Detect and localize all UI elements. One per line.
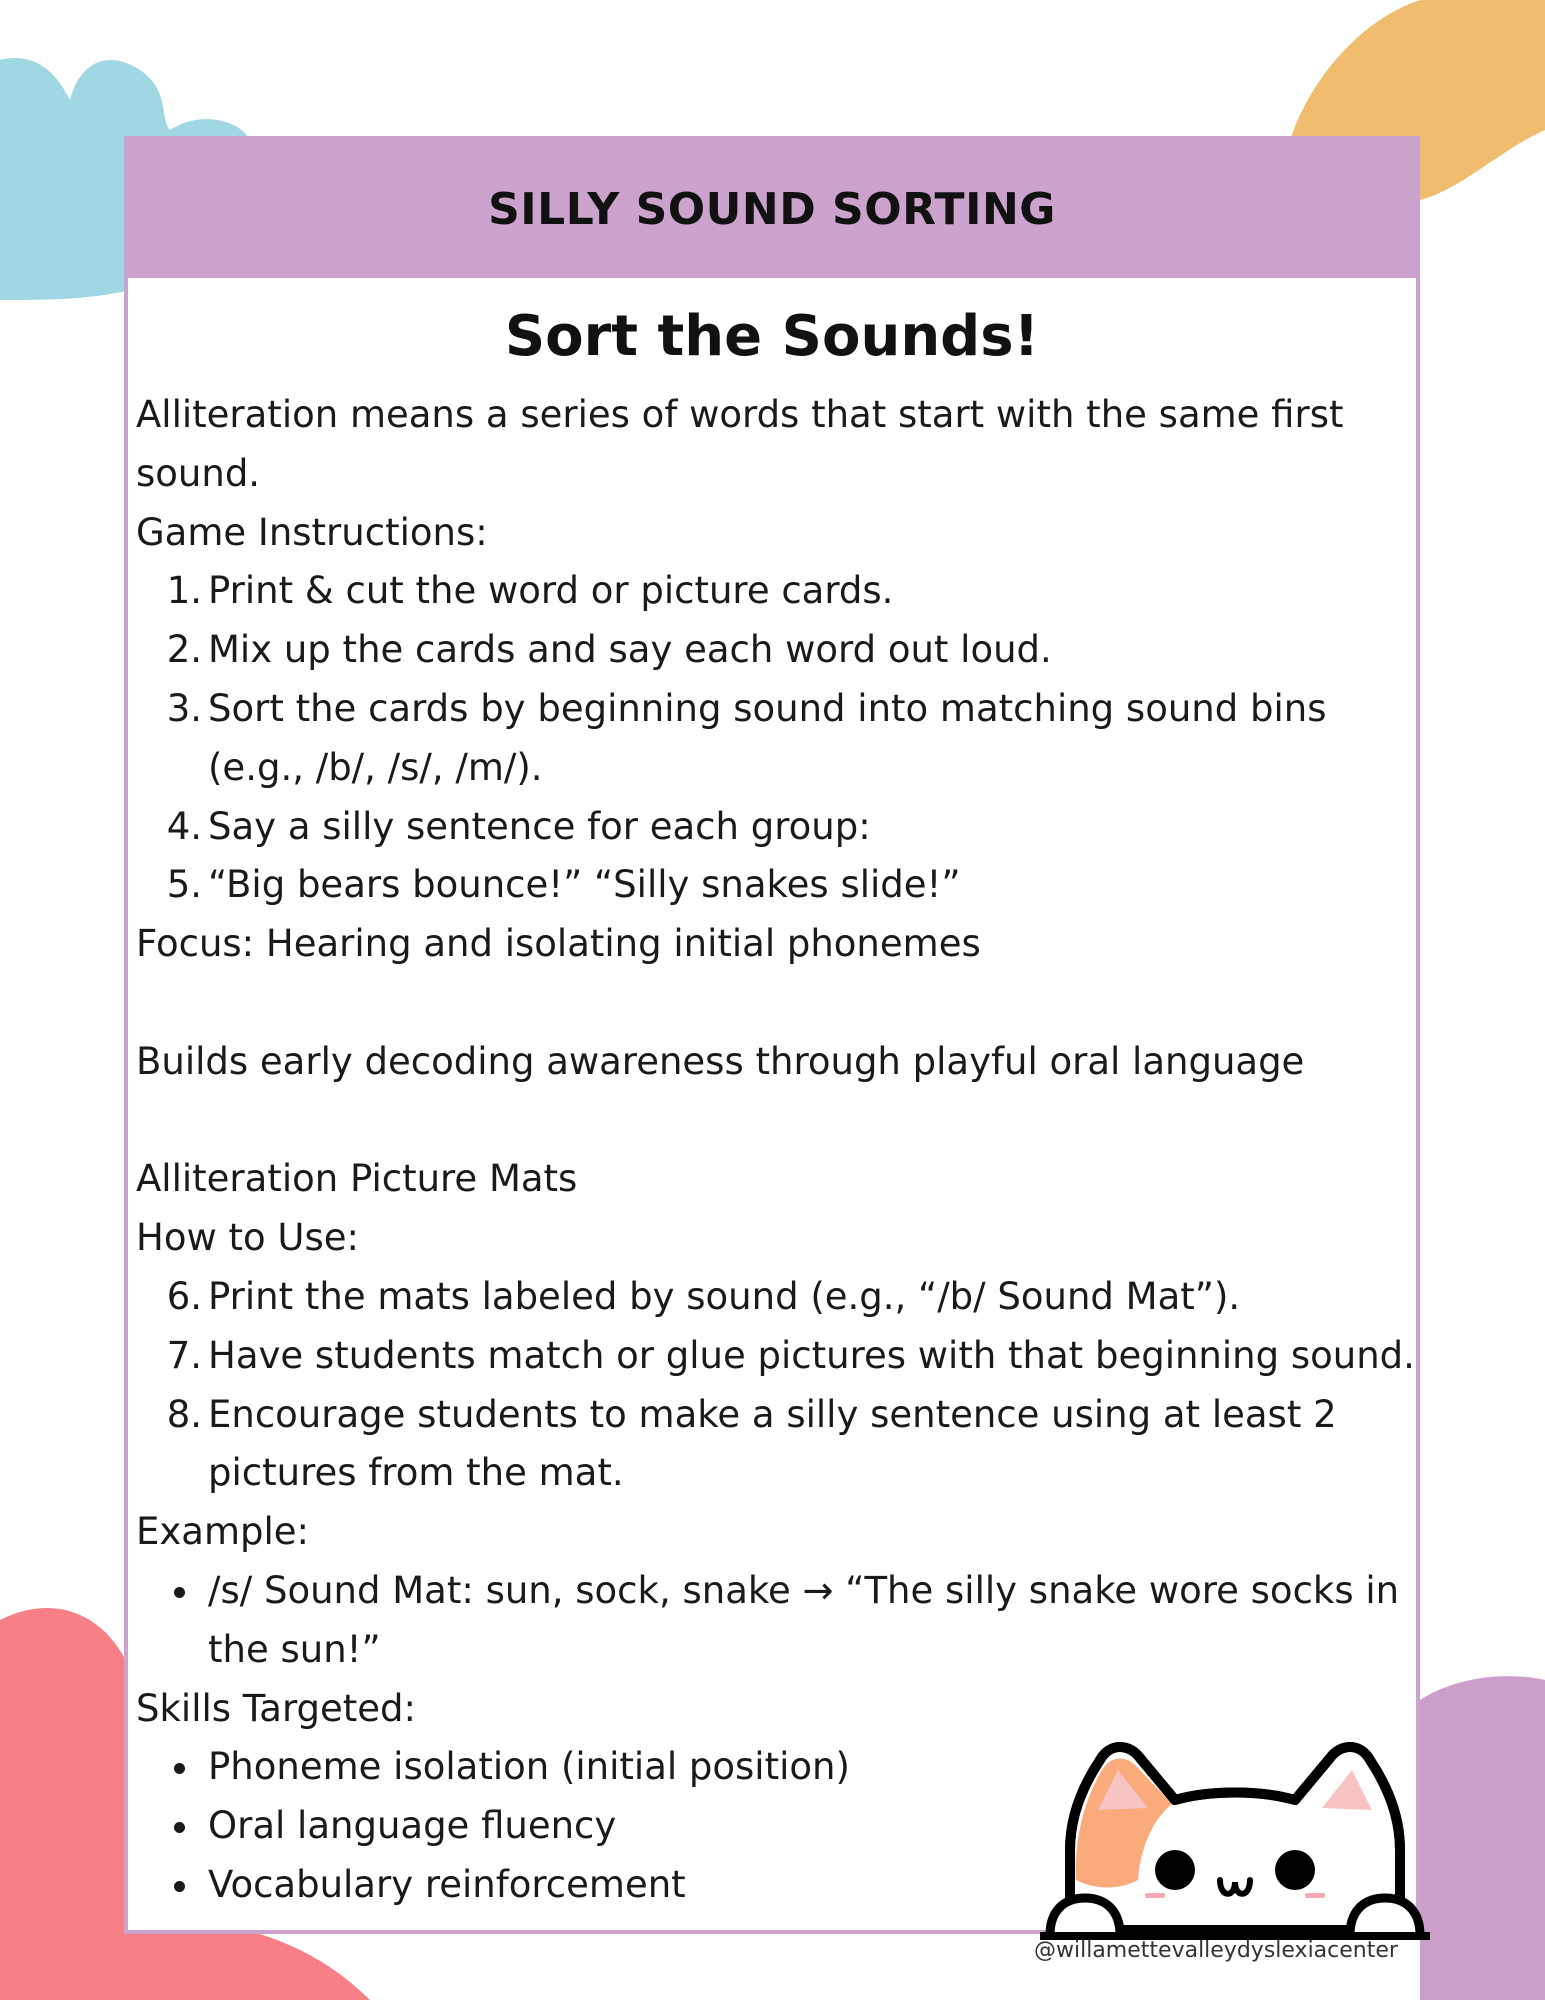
step-text: Mix up the cards and say each word out loud. (208, 628, 1052, 672)
card-header (128, 140, 1416, 278)
cat-mascot-icon (1040, 1730, 1430, 1940)
mats-heading: Alliteration Picture Mats (136, 1157, 578, 1201)
step-number: 5. (166, 863, 202, 907)
step-number: 3. (166, 686, 202, 730)
page-title: SILLY SOUND SORTING (488, 183, 1056, 235)
step-number: 6. (166, 1274, 202, 1318)
list-item (136, 1327, 1426, 1386)
card-content (136, 386, 1426, 1915)
step-text: Print & cut the word or picture cards. (208, 569, 894, 613)
instruction-card (124, 136, 1420, 1934)
step-number: 7. (166, 1333, 202, 1377)
step-text: Sort the cards by beginning sound into matching sound bins (e.g., /b/, /s/, /m/). (208, 686, 1327, 789)
bullet-icon (174, 1763, 185, 1774)
skill-text: Phoneme isolation (initial position) (208, 1745, 850, 1789)
focus-text: Focus: Hearing and isolating initial phonemes (136, 922, 981, 966)
list-item (136, 680, 1426, 798)
skill-text: Vocabulary reinforcement (208, 1862, 686, 1906)
step-text: Have students match or glue pictures with that beginning sound. (208, 1333, 1415, 1377)
list-item (136, 562, 1426, 621)
skill-text: Oral language fluency (208, 1804, 617, 1848)
subtitle: Sort the Sounds! (504, 304, 1040, 369)
bullet-icon (174, 1822, 185, 1833)
step-text: “Big bears bounce!” “Silly snakes slide!” (208, 863, 961, 907)
how-to-use-list (136, 1268, 1426, 1503)
list-item (136, 1386, 1426, 1504)
step-text: Say a silly sentence for each group: (208, 804, 871, 848)
builds-text: Builds early decoding awareness through playful oral language (136, 1039, 1305, 1083)
step-number: 4. (166, 804, 202, 848)
bullet-icon (174, 1881, 185, 1892)
intro-text: Alliteration means a series of words that start with the same first sound. (136, 393, 1344, 495)
list-item (136, 856, 1426, 915)
footer-handle: @willamettevalleydyslexiacenter (1034, 1938, 1398, 1963)
example-text: /s/ Sound Mat: sun, sock, snake → “The silly snake wore socks in the sun!” (208, 1568, 1400, 1671)
game-steps-list (136, 562, 1426, 915)
list-item (136, 1562, 1426, 1680)
list-item (136, 1268, 1426, 1327)
example-list (136, 1562, 1426, 1680)
step-text: Encourage students to make a silly sentence using at least 2 pictures from the mat. (208, 1392, 1337, 1495)
skills-heading: Skills Targeted: (136, 1686, 416, 1730)
step-number: 2. (166, 628, 202, 672)
game-instructions-heading: Game Instructions: (136, 510, 488, 554)
list-item (136, 621, 1426, 680)
step-number: 8. (166, 1392, 202, 1436)
list-item (136, 798, 1426, 857)
step-text: Print the mats labeled by sound (e.g., “/b/ Sound Mat”). (208, 1274, 1241, 1318)
example-heading: Example: (136, 1510, 309, 1554)
bullet-icon (174, 1587, 185, 1598)
step-number: 1. (166, 569, 202, 613)
how-to-use-heading: How to Use: (136, 1216, 359, 1260)
